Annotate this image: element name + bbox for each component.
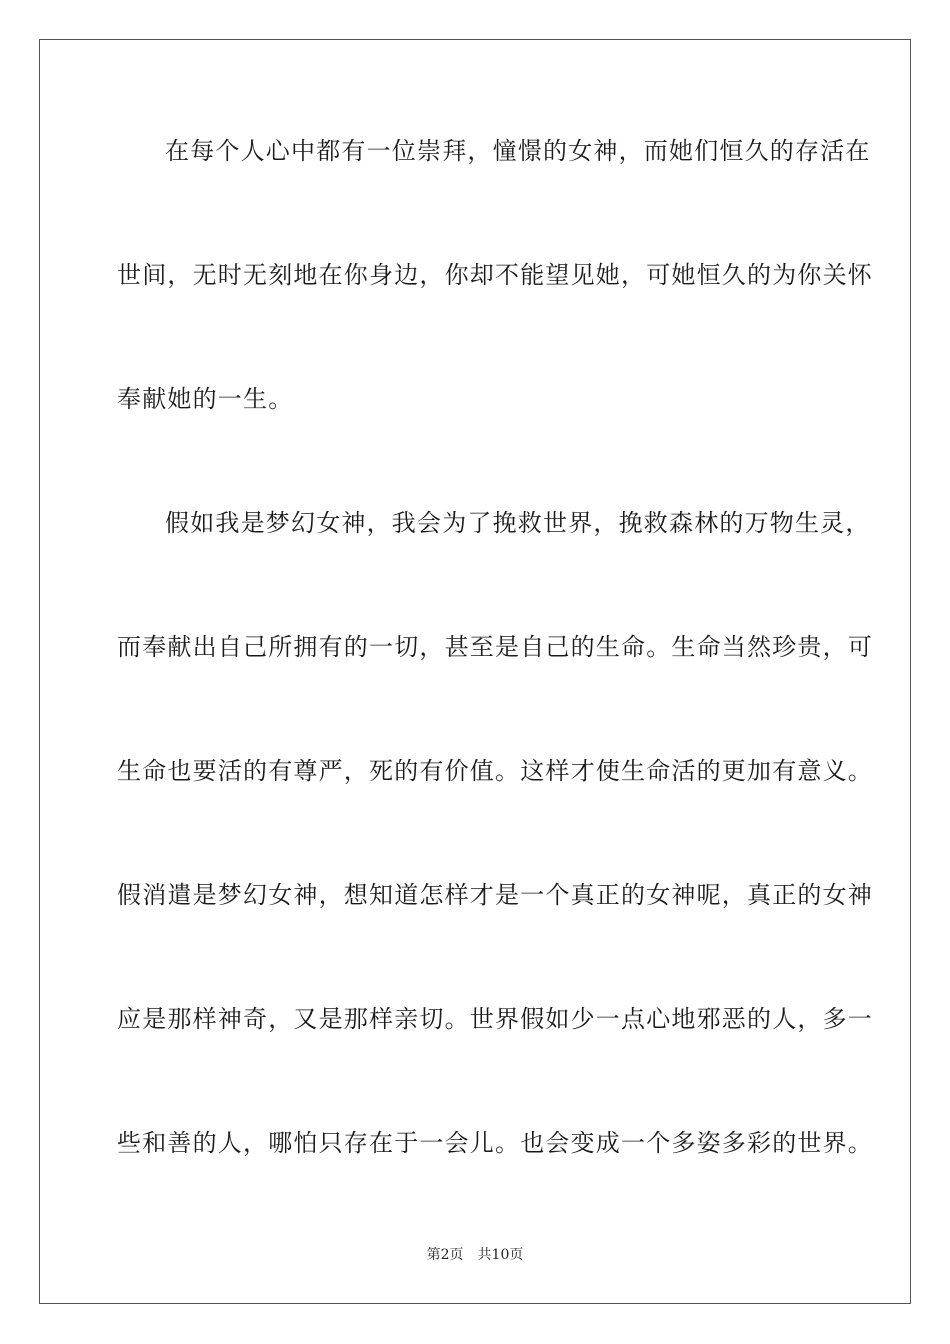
- paragraph-2-line-5: 应是那样神奇，又是那样亲切。世界假如少一点心地邪恶的人，多一: [117, 1005, 873, 1033]
- paragraph-2-line-2: 而奉献出自己所拥有的一切，甚至是自己的生命。生命当然珍贵，可: [117, 633, 873, 661]
- paragraph-2-line-1: 假如我是梦幻女神，我会为了挽救世界，挽救森林的万物生灵，: [165, 509, 871, 537]
- paragraph-1-line-2: 世间，无时无刻地在你身边，你却不能望见她，可她恒久的为你关怀: [117, 261, 873, 289]
- page-footer: [0, 1246, 950, 1264]
- paragraph-1-line-1: 在每个人心中都有一位崇拜，憧憬的女神，而她们恒久的存活在: [165, 137, 871, 165]
- page-frame: [39, 39, 911, 1304]
- page-number: 第2页: [426, 1247, 464, 1263]
- paragraph-2-line-6: 些和善的人，哪怕只存在于一会儿。也会变成一个多姿多彩的世界。: [117, 1129, 873, 1157]
- paragraph-1-line-3: 奉献她的一生。: [117, 385, 294, 413]
- paragraph-2-line-4: 假消遣是梦幻女神，想知道怎样才是一个真正的女神呢，真正的女神: [117, 881, 873, 909]
- page-total: 共10页: [477, 1247, 524, 1263]
- paragraph-2-line-3: 生命也要活的有尊严，死的有价值。这样才使生命活的更加有意义。: [117, 757, 873, 785]
